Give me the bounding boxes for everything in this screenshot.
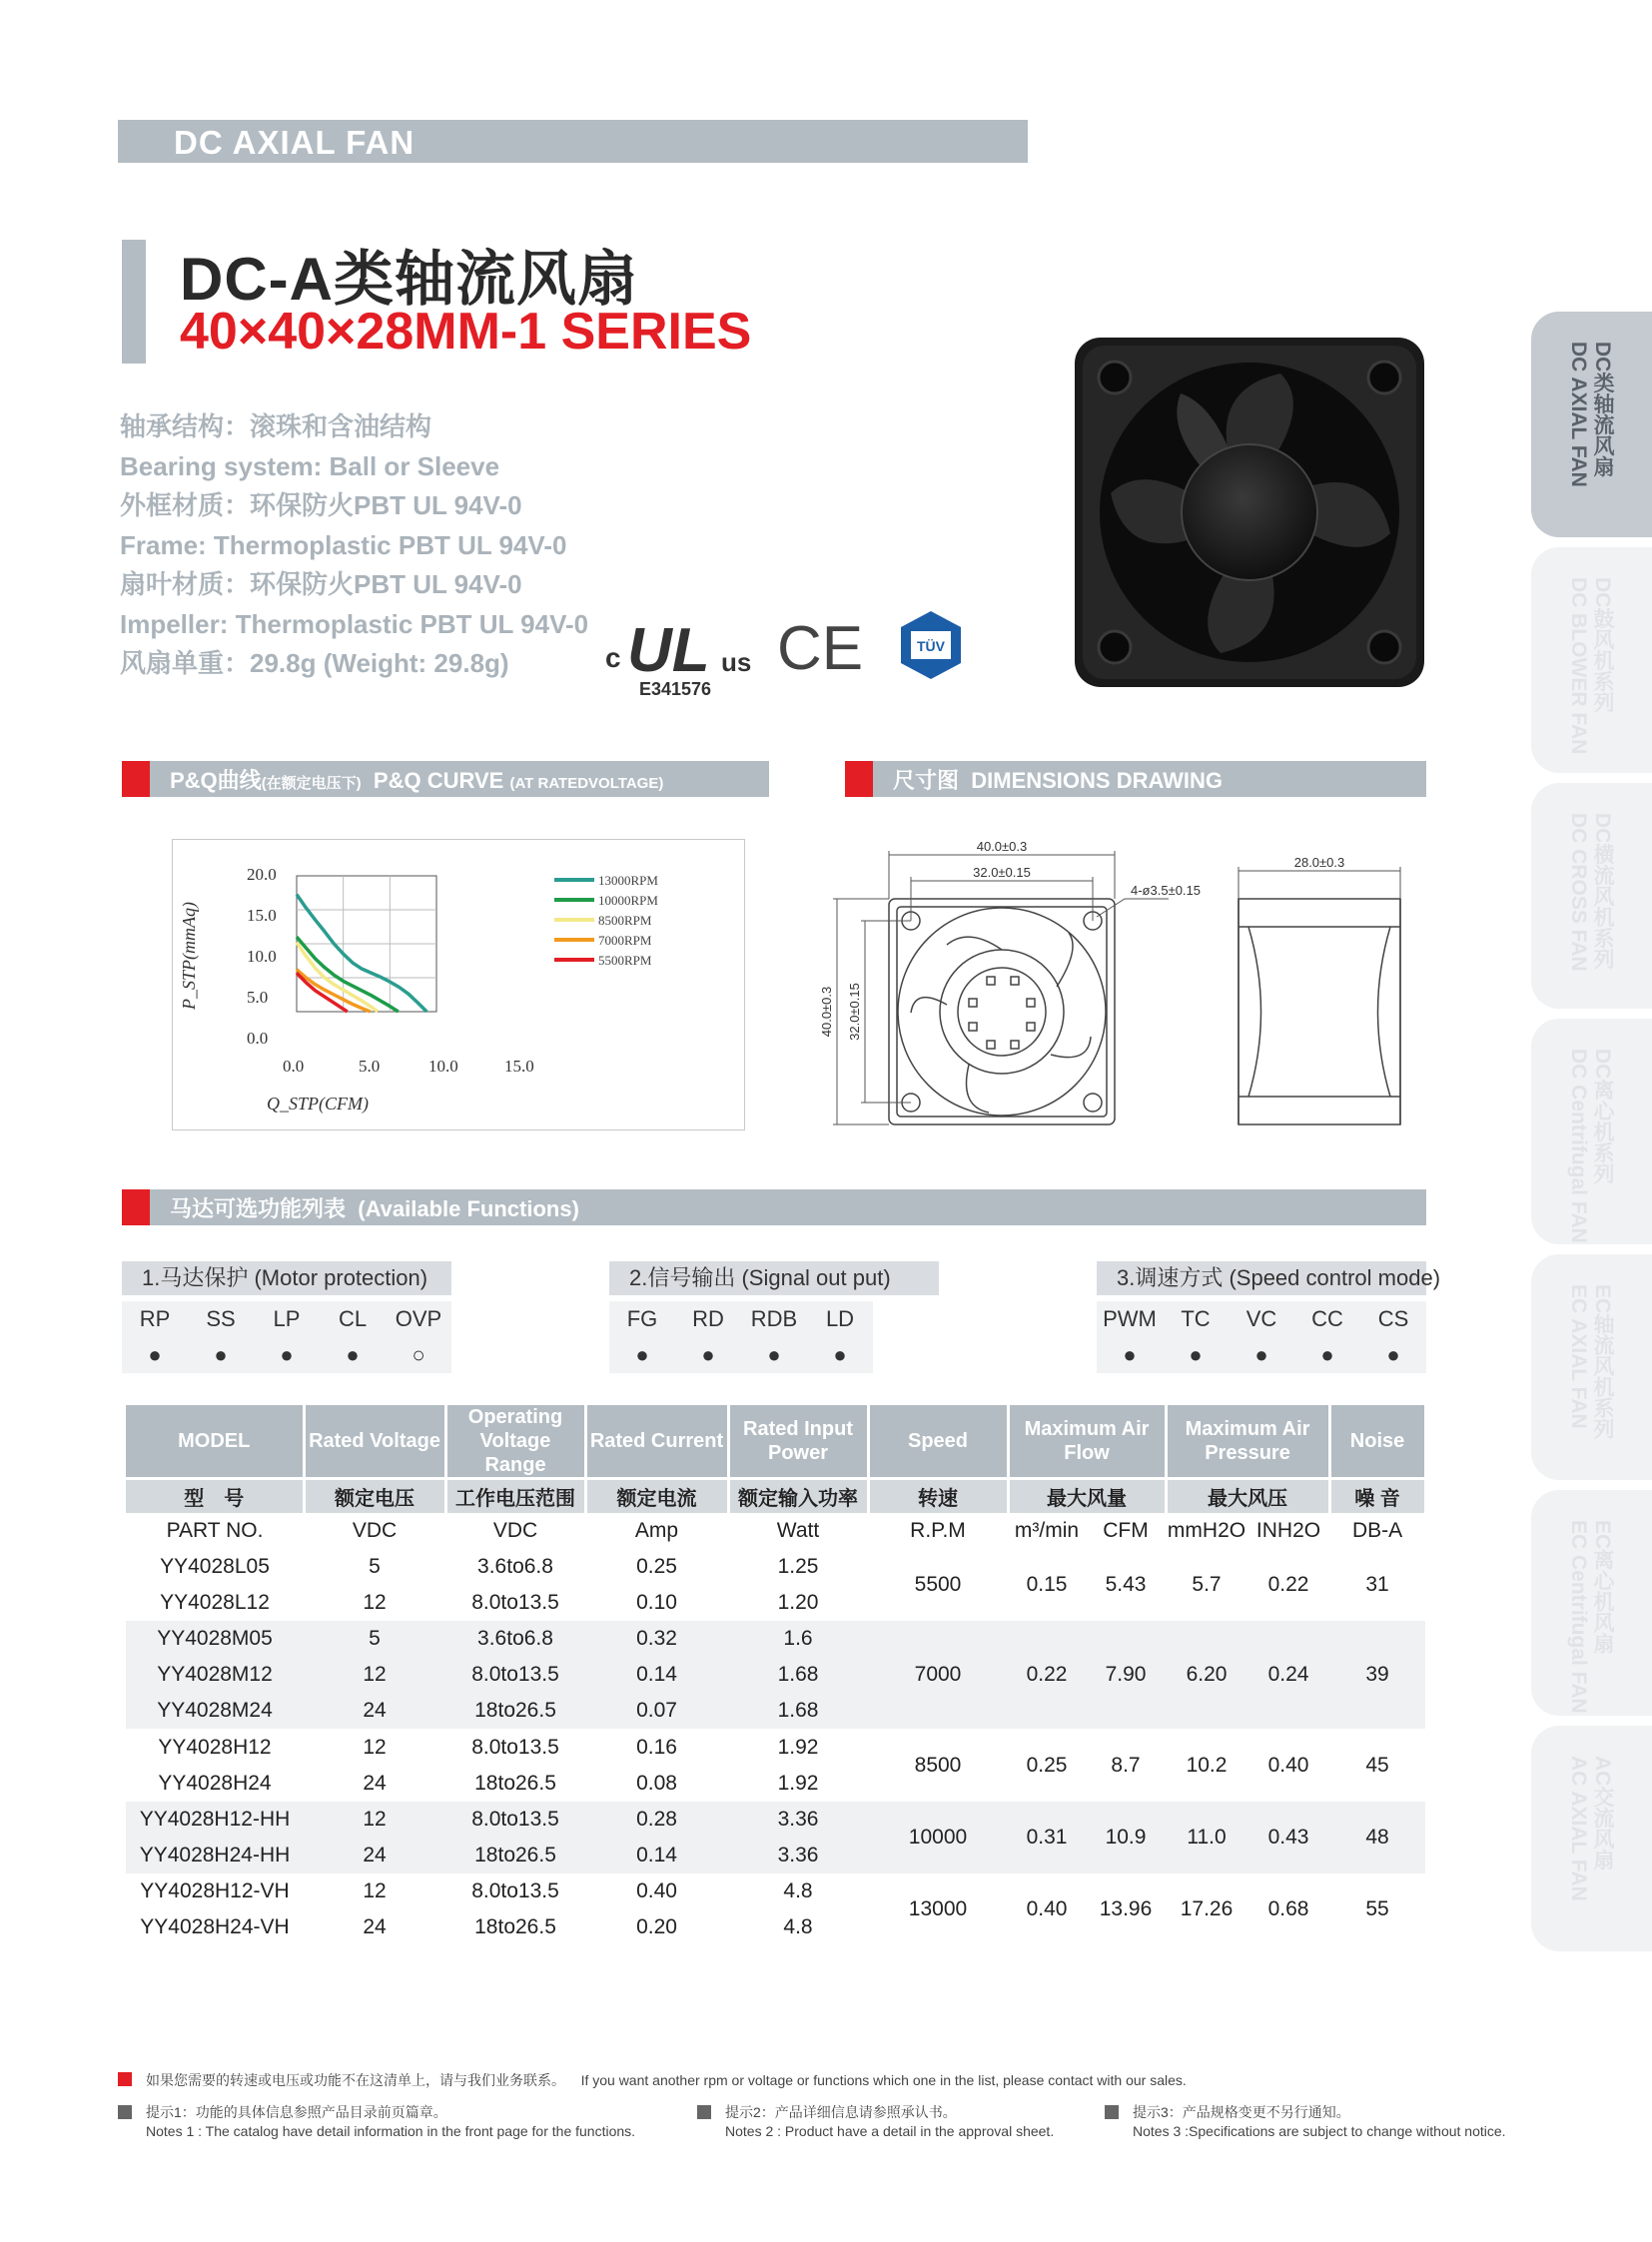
dim-hole-spacing: 32.0±0.15 bbox=[973, 865, 1031, 880]
ul-c-mark: c bbox=[605, 642, 621, 673]
func-group-title: 3.调速方式 (Speed control mode) bbox=[1097, 1261, 1426, 1295]
table-cell-speed: 13000 bbox=[868, 1873, 1008, 1945]
func-code: RP bbox=[139, 1306, 171, 1331]
side-tab-label-en: DC AXIAL FAN bbox=[1567, 342, 1590, 487]
func-section-marker bbox=[122, 1189, 150, 1225]
table-cell: 0.40 bbox=[585, 1873, 728, 1909]
table-cell-cfm: 8.7 bbox=[1086, 1729, 1166, 1801]
pq-title-cn: P&Q曲线 bbox=[170, 768, 262, 793]
table-cell: YY4028M12 bbox=[126, 1657, 304, 1693]
spec-line: 轴承结构：滚珠和含油结构 bbox=[120, 411, 432, 441]
col-header: Rated Voltage bbox=[304, 1405, 445, 1479]
table-cell: YY4028H12-VH bbox=[126, 1873, 304, 1909]
side-tab-label-cn: DC类轴流风扇 bbox=[1591, 342, 1614, 477]
side-tab-dc-blower[interactable] bbox=[1531, 547, 1652, 773]
func-code: CC bbox=[1311, 1306, 1343, 1331]
table-cell-noise: 55 bbox=[1329, 1873, 1425, 1945]
col-header-cn: 型 号 bbox=[126, 1479, 304, 1513]
unit-header: INH2O bbox=[1247, 1513, 1329, 1549]
func-mark: ● bbox=[346, 1342, 360, 1367]
func-motor-protection bbox=[122, 1261, 451, 1373]
table-row bbox=[126, 1802, 1425, 1838]
spec-line: Frame: Thermoplastic PBT UL 94V-0 bbox=[120, 529, 567, 560]
col-header-cn: 额定电流 bbox=[585, 1479, 728, 1513]
func-mark: ● bbox=[1123, 1342, 1137, 1367]
table-cell-mmh2o: 10.2 bbox=[1166, 1729, 1247, 1801]
table-cell: 5 bbox=[304, 1621, 445, 1657]
header-band-label: DC AXIAL FAN bbox=[174, 124, 415, 161]
unit-header: PART NO. bbox=[126, 1513, 304, 1549]
unit-header: CFM bbox=[1086, 1513, 1166, 1549]
pq-section-marker bbox=[122, 761, 150, 797]
col-header: MODEL bbox=[126, 1405, 304, 1479]
title-accent-bar bbox=[122, 240, 146, 364]
table-cell: YY4028H12 bbox=[126, 1729, 304, 1765]
table-cell-cfm: 10.9 bbox=[1086, 1802, 1166, 1873]
contact-note-en: If you want another rpm or voltage or functions which one in the list, please contact with our sales. bbox=[580, 2072, 1187, 2088]
table-cell: 24 bbox=[304, 1838, 445, 1873]
func-code: TC bbox=[1181, 1306, 1211, 1331]
unit-header: R.P.M bbox=[868, 1513, 1008, 1549]
legend-label: 5500RPM bbox=[598, 953, 652, 968]
func-group-title: 2.信号输出 (Signal out put) bbox=[609, 1261, 939, 1295]
table-cell: 1.68 bbox=[728, 1657, 868, 1693]
table-row bbox=[126, 1873, 1425, 1909]
table-cell: 0.16 bbox=[585, 1729, 728, 1765]
func-code: VC bbox=[1245, 1306, 1277, 1331]
func-mark: ● bbox=[1189, 1342, 1203, 1367]
func-section-bar bbox=[122, 1189, 1426, 1225]
side-tab-ac-axial[interactable] bbox=[1531, 1726, 1652, 1951]
func-code: RDB bbox=[750, 1306, 798, 1331]
table-cell: 1.20 bbox=[728, 1585, 868, 1621]
col-header: Speed bbox=[868, 1405, 1008, 1479]
table-cell: 3.6to6.8 bbox=[445, 1621, 585, 1657]
ce-mark: CE bbox=[777, 614, 863, 677]
table-cell: 12 bbox=[304, 1657, 445, 1693]
side-tab-label-en: DC BLOWER FAN bbox=[1567, 577, 1590, 755]
func-code-row bbox=[122, 1301, 451, 1337]
legend-label: 7000RPM bbox=[598, 933, 652, 948]
table-cell: 0.25 bbox=[585, 1549, 728, 1585]
dim-outer-width: 40.0±0.3 bbox=[976, 839, 1028, 854]
table-cell: 12 bbox=[304, 1873, 445, 1909]
x-tick-label: 5.0 bbox=[359, 1057, 381, 1076]
legend bbox=[554, 873, 658, 968]
pq-title-en-small: (AT RATEDVOLTAGE) bbox=[509, 775, 664, 792]
tuv-mark: TÜV bbox=[917, 638, 945, 654]
func-mark: ● bbox=[833, 1342, 847, 1367]
spec-table bbox=[126, 1405, 1427, 1946]
func-mark: ● bbox=[635, 1342, 649, 1367]
table-cell-speed: 10000 bbox=[868, 1802, 1008, 1873]
func-code: LP bbox=[273, 1306, 301, 1331]
func-section-title bbox=[170, 1192, 579, 1223]
func-mark: ● bbox=[1386, 1342, 1400, 1367]
col-header-cn: 额定输入功率 bbox=[728, 1479, 868, 1513]
pq-section-title bbox=[170, 764, 663, 795]
legend-label: 8500RPM bbox=[598, 913, 652, 928]
y-tick-label: 0.0 bbox=[247, 1029, 269, 1048]
col-header-cn: 额定电压 bbox=[304, 1479, 445, 1513]
table-cell: 0.07 bbox=[585, 1693, 728, 1729]
spec-line: 扇叶材质：环保防火PBT UL 94V-0 bbox=[120, 569, 522, 599]
side-tab-label-cn: DC横流风机系列 bbox=[1591, 813, 1614, 970]
col-header: Rated Input Power bbox=[728, 1405, 868, 1479]
note2-en: Notes 2 : Product have a detail in the approval sheet. bbox=[725, 2123, 1055, 2139]
pq-title-cn-small: (在额定电压下) bbox=[261, 775, 362, 792]
page-title-en: 40×40×28MM-1 SERIES bbox=[180, 303, 752, 361]
side-tab-label-en: DC CROSS FAN bbox=[1567, 813, 1590, 972]
spec-line: 风扇单重：29.8g (Weight: 29.8g) bbox=[120, 648, 509, 678]
table-cell: YY4028M24 bbox=[126, 1693, 304, 1729]
spec-line: Bearing system: Ball or Sleeve bbox=[120, 450, 500, 481]
table-cell: 3.36 bbox=[728, 1838, 868, 1873]
col-header-cn: 最大风量 bbox=[1008, 1479, 1166, 1513]
dim-section-marker bbox=[845, 761, 873, 797]
ul-mark: UL bbox=[627, 616, 710, 685]
table-cell: 12 bbox=[304, 1802, 445, 1838]
table-cell: YY4028L05 bbox=[126, 1549, 304, 1585]
table-cell-mmh2o: 5.7 bbox=[1166, 1549, 1247, 1621]
col-header: Operating Voltage Range bbox=[445, 1405, 585, 1479]
func-code: PWM bbox=[1103, 1306, 1157, 1331]
side-tab-dc-centrifugal[interactable] bbox=[1531, 1019, 1652, 1244]
table-cell-inh2o: 0.22 bbox=[1247, 1549, 1329, 1621]
table-cell-noise: 31 bbox=[1329, 1549, 1425, 1621]
side-tab-label-en: AC AXIAL FAN bbox=[1567, 1756, 1590, 1901]
side-tab-label-cn: AC交流风扇 bbox=[1591, 1756, 1614, 1870]
table-cell-cfm: 5.43 bbox=[1086, 1549, 1166, 1621]
table-cell-inh2o: 0.40 bbox=[1247, 1729, 1329, 1801]
x-axis-label: Q_STP(CFM) bbox=[267, 1094, 369, 1114]
table-cell: 8.0to13.5 bbox=[445, 1729, 585, 1765]
note1-en: Notes 1 : The catalog have detail information in the front page for the functions. bbox=[146, 2123, 636, 2139]
func-group-title: 1.马达保护 (Motor protection) bbox=[122, 1261, 451, 1295]
dim-outer-height: 40.0±0.3 bbox=[819, 986, 834, 1038]
note-marker bbox=[118, 2105, 132, 2119]
page-title-cn: DC-A类轴流风扇 bbox=[180, 246, 638, 313]
table-cell: 0.14 bbox=[585, 1838, 728, 1873]
table-cell-mmh2o: 6.20 bbox=[1166, 1621, 1247, 1730]
col-header: Rated Current bbox=[585, 1405, 728, 1479]
table-cell: 8.0to13.5 bbox=[445, 1802, 585, 1838]
pq-section-bar bbox=[122, 761, 769, 797]
table-row bbox=[126, 1729, 1425, 1765]
tuv-logo bbox=[897, 609, 965, 681]
dimensions-drawing bbox=[819, 837, 1438, 1146]
dim-hole-spacing-v: 32.0±0.15 bbox=[847, 983, 862, 1041]
side-tab-dc-axial[interactable] bbox=[1531, 312, 1652, 537]
table-header-units bbox=[126, 1513, 1425, 1549]
legend-label: 13000RPM bbox=[598, 873, 658, 888]
table-cell: 0.28 bbox=[585, 1802, 728, 1838]
y-tick-label: 5.0 bbox=[247, 988, 269, 1007]
table-cell-inh2o: 0.43 bbox=[1247, 1802, 1329, 1873]
side-tab-label-cn: EC轴流风机系列 bbox=[1591, 1284, 1614, 1440]
unit-header: DB-A bbox=[1329, 1513, 1425, 1549]
func-mark: ○ bbox=[412, 1342, 425, 1367]
table-cell-mmh2o: 11.0 bbox=[1166, 1802, 1247, 1873]
contact-note bbox=[146, 2070, 1187, 2090]
spec-table-body bbox=[126, 1549, 1425, 1946]
table-cell: 24 bbox=[304, 1693, 445, 1729]
table-cell-inh2o: 0.68 bbox=[1247, 1873, 1329, 1945]
func-code: CL bbox=[338, 1306, 368, 1331]
table-cell-noise: 45 bbox=[1329, 1729, 1425, 1801]
func-signal-output bbox=[609, 1261, 939, 1373]
unit-header: mmH2O bbox=[1166, 1513, 1247, 1549]
ce-logo bbox=[777, 613, 863, 677]
func-mark: ● bbox=[148, 1342, 162, 1367]
pq-chart-svg bbox=[173, 840, 746, 1131]
legend-label: 10000RPM bbox=[598, 893, 658, 908]
table-cell: 24 bbox=[304, 1909, 445, 1945]
func-code: FG bbox=[626, 1306, 658, 1331]
unit-header: VDC bbox=[445, 1513, 585, 1549]
y-tick-label: 10.0 bbox=[247, 947, 277, 966]
table-header-en bbox=[126, 1405, 1425, 1479]
dim-holes: 4-ø3.5±0.15 bbox=[1131, 883, 1202, 898]
table-cell: YY4028H24-VH bbox=[126, 1909, 304, 1945]
y-tick-label: 15.0 bbox=[247, 906, 277, 925]
dim-depth: 28.0±0.3 bbox=[1293, 855, 1345, 870]
table-cell: 0.32 bbox=[585, 1621, 728, 1657]
func-code: CS bbox=[1377, 1306, 1409, 1331]
col-header-cn: 噪 音 bbox=[1329, 1479, 1425, 1513]
y-tick-label: 20.0 bbox=[247, 865, 277, 884]
note3-cn: 提示3：产品规格变更不另行通知。 bbox=[1133, 2104, 1350, 2120]
table-cell: 18to26.5 bbox=[445, 1766, 585, 1802]
table-cell: 0.14 bbox=[585, 1657, 728, 1693]
table-cell: 0.10 bbox=[585, 1585, 728, 1621]
table-cell: 4.8 bbox=[728, 1873, 868, 1909]
func-code-row bbox=[609, 1301, 873, 1337]
ul-number: E341576 bbox=[639, 679, 712, 699]
spec-list bbox=[120, 407, 588, 684]
fan-product-image bbox=[1071, 334, 1428, 691]
table-cell: YY4028H24 bbox=[126, 1766, 304, 1802]
func-code: LD bbox=[825, 1306, 855, 1331]
table-cell-mmh2o: 17.26 bbox=[1166, 1873, 1247, 1945]
func-code: OVP bbox=[395, 1306, 442, 1331]
contact-note-cn: 如果您需要的转速或电压或功能不在这清单上，请与我们业务联系。 bbox=[146, 2072, 565, 2088]
pq-chart bbox=[172, 839, 745, 1130]
table-cell: 18to26.5 bbox=[445, 1693, 585, 1729]
unit-header: Amp bbox=[585, 1513, 728, 1549]
table-cell: YY4028H12-HH bbox=[126, 1802, 304, 1838]
table-row bbox=[126, 1621, 1425, 1657]
col-header-cn: 转速 bbox=[868, 1479, 1008, 1513]
table-cell-m3min: 0.25 bbox=[1008, 1729, 1086, 1801]
table-cell: 1.92 bbox=[728, 1729, 868, 1765]
spec-line: Impeller: Thermoplastic PBT UL 94V-0 bbox=[120, 608, 589, 639]
func-title-cn: 马达可选功能列表 bbox=[170, 1196, 347, 1221]
table-cell: 0.20 bbox=[585, 1909, 728, 1945]
side-tab-label-cn: EC离心机风扇 bbox=[1591, 1520, 1614, 1655]
table-cell: YY4028L12 bbox=[126, 1585, 304, 1621]
spec-line: 外框材质：环保防火PBT UL 94V-0 bbox=[120, 490, 522, 520]
func-code: SS bbox=[206, 1306, 236, 1331]
table-cell: 18to26.5 bbox=[445, 1909, 585, 1945]
func-speed-control bbox=[1097, 1261, 1441, 1373]
func-mark-row bbox=[609, 1337, 873, 1373]
table-cell: 8.0to13.5 bbox=[445, 1873, 585, 1909]
table-cell: YY4028H24-HH bbox=[126, 1838, 304, 1873]
table-cell: 5 bbox=[304, 1549, 445, 1585]
table-cell: 12 bbox=[304, 1729, 445, 1765]
func-code-row bbox=[1097, 1301, 1426, 1337]
table-cell-m3min: 0.31 bbox=[1008, 1802, 1086, 1873]
note-marker bbox=[118, 2072, 132, 2086]
y-axis-label: P_STP(mmAq) bbox=[179, 902, 199, 1010]
table-cell: 0.08 bbox=[585, 1766, 728, 1802]
side-tab-label-en: EC AXIAL FAN bbox=[1567, 1284, 1590, 1429]
func-mark: ● bbox=[1320, 1342, 1334, 1367]
table-cell: 3.36 bbox=[728, 1802, 868, 1838]
func-mark: ● bbox=[1254, 1342, 1268, 1367]
table-cell-inh2o: 0.24 bbox=[1247, 1621, 1329, 1730]
table-cell: 8.0to13.5 bbox=[445, 1585, 585, 1621]
header-band bbox=[118, 120, 1028, 163]
unit-header: Watt bbox=[728, 1513, 868, 1549]
side-tab-label-en: EC Centrifugal FAN bbox=[1567, 1520, 1590, 1714]
dim-title-cn: 尺寸图 bbox=[893, 768, 960, 793]
table-cell-noise: 39 bbox=[1329, 1621, 1425, 1730]
table-cell-cfm: 7.90 bbox=[1086, 1621, 1166, 1730]
side-tab-ec-axial[interactable] bbox=[1531, 1254, 1652, 1480]
note-marker bbox=[697, 2105, 711, 2119]
unit-header: VDC bbox=[304, 1513, 445, 1549]
func-code: RD bbox=[692, 1306, 724, 1331]
x-tick-label: 0.0 bbox=[283, 1057, 305, 1076]
table-cell: 4.8 bbox=[728, 1909, 868, 1945]
func-mark-row bbox=[122, 1337, 451, 1373]
side-tab-dc-cross[interactable] bbox=[1531, 783, 1652, 1009]
x-tick-label: 10.0 bbox=[428, 1057, 458, 1076]
note3-en: Notes 3 :Specifications are subject to change without notice. bbox=[1133, 2123, 1506, 2139]
col-header: Maximum Air Pressure bbox=[1166, 1405, 1329, 1479]
side-tab-label-cn: DC鼓风机系列 bbox=[1591, 577, 1614, 713]
table-cell-m3min: 0.15 bbox=[1008, 1549, 1086, 1621]
unit-header: m³/min bbox=[1008, 1513, 1086, 1549]
table-cell-speed: 8500 bbox=[868, 1729, 1008, 1801]
table-cell: 1.68 bbox=[728, 1693, 868, 1729]
side-tab-ec-centrifugal[interactable] bbox=[1531, 1490, 1652, 1716]
table-row bbox=[126, 1549, 1425, 1585]
table-cell-speed: 7000 bbox=[868, 1621, 1008, 1730]
table-cell: 1.6 bbox=[728, 1621, 868, 1657]
col-header: Maximum Air Flow bbox=[1008, 1405, 1166, 1479]
table-cell-m3min: 0.22 bbox=[1008, 1621, 1086, 1730]
ul-logo bbox=[603, 609, 753, 699]
table-cell: 8.0to13.5 bbox=[445, 1657, 585, 1693]
side-tab-label-en: DC Centrifugal FAN bbox=[1567, 1049, 1590, 1243]
ul-us-mark: us bbox=[721, 647, 752, 677]
func-mark-row bbox=[1097, 1337, 1426, 1373]
table-cell: 18to26.5 bbox=[445, 1838, 585, 1873]
table-cell: 1.25 bbox=[728, 1549, 868, 1585]
table-header-cn bbox=[126, 1479, 1425, 1513]
side-tab-label-cn: DC离心机系列 bbox=[1591, 1049, 1614, 1184]
func-mark: ● bbox=[701, 1342, 715, 1367]
note-marker bbox=[1105, 2105, 1119, 2119]
func-mark: ● bbox=[767, 1342, 781, 1367]
dim-section-bar bbox=[845, 761, 1426, 797]
func-mark: ● bbox=[214, 1342, 228, 1367]
col-header: Noise bbox=[1329, 1405, 1425, 1479]
pq-title-en: P&Q CURVE bbox=[373, 768, 504, 793]
table-cell: 3.6to6.8 bbox=[445, 1549, 585, 1585]
table-cell: 24 bbox=[304, 1766, 445, 1802]
table-cell-speed: 5500 bbox=[868, 1549, 1008, 1621]
table-cell: 12 bbox=[304, 1585, 445, 1621]
note1-cn: 提示1：功能的具体信息参照产品目录前页篇章。 bbox=[146, 2104, 447, 2120]
table-cell-m3min: 0.40 bbox=[1008, 1873, 1086, 1945]
table-cell-cfm: 13.96 bbox=[1086, 1873, 1166, 1945]
table-cell: 1.92 bbox=[728, 1766, 868, 1802]
col-header-cn: 最大风压 bbox=[1166, 1479, 1329, 1513]
col-header-cn: 工作电压范围 bbox=[445, 1479, 585, 1513]
note2-cn: 提示2：产品详细信息请参照承认书。 bbox=[725, 2104, 957, 2120]
dim-section-title bbox=[893, 764, 1223, 795]
func-mark: ● bbox=[280, 1342, 294, 1367]
x-tick-label: 15.0 bbox=[504, 1057, 534, 1076]
func-title-en: (Available Functions) bbox=[358, 1196, 579, 1221]
dim-title-en: DIMENSIONS DRAWING bbox=[971, 768, 1224, 793]
table-cell: YY4028M05 bbox=[126, 1621, 304, 1657]
table-cell-noise: 48 bbox=[1329, 1802, 1425, 1873]
